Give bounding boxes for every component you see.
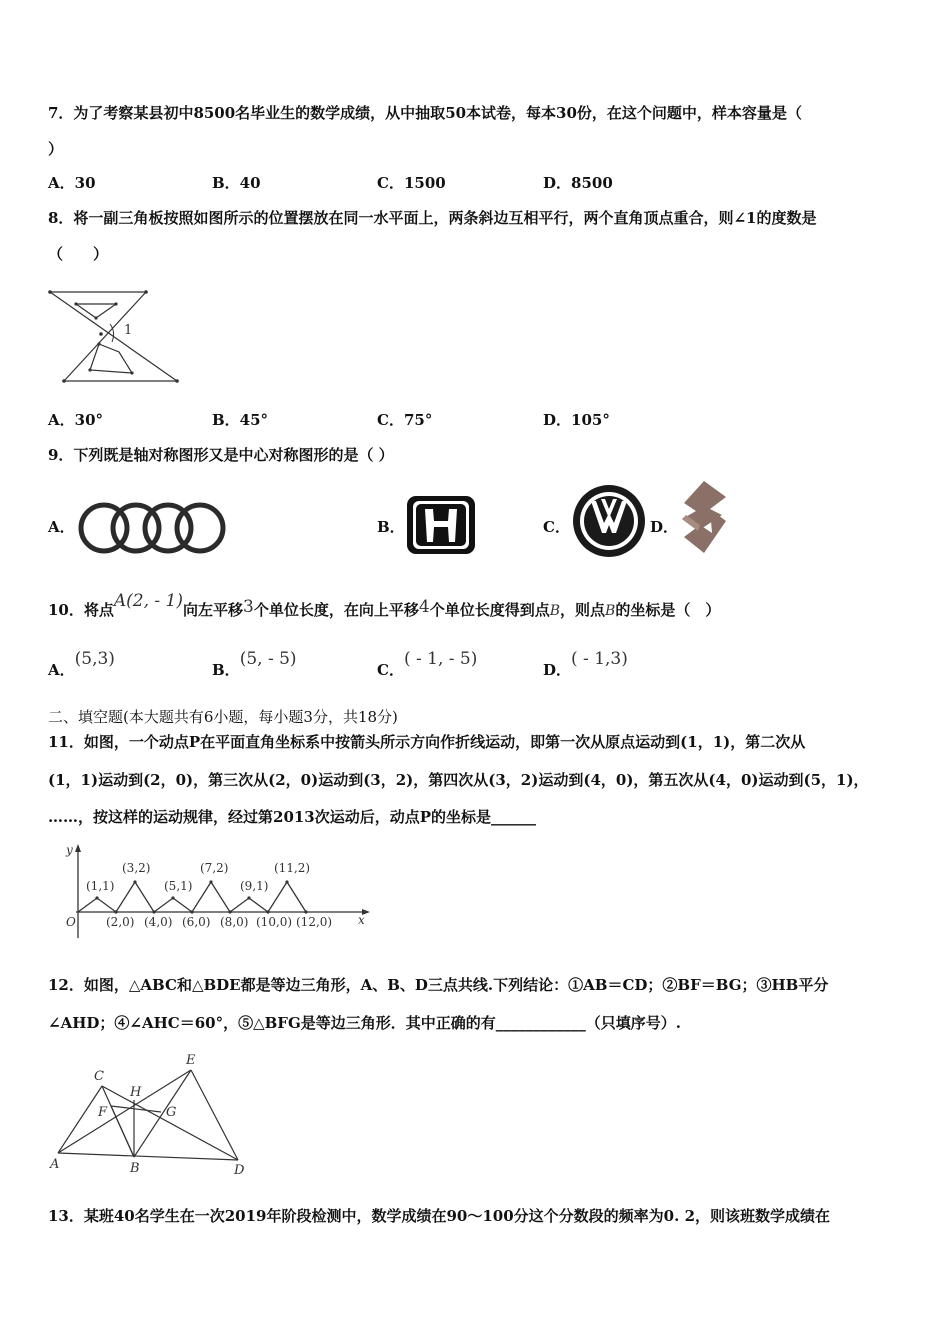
graph-zero-label: (12,0): [296, 915, 333, 929]
q8-option-c: C．75°: [377, 411, 433, 429]
q8-option-d: D．105°: [543, 411, 610, 429]
graph-zero-label: (10,0): [256, 915, 293, 929]
q10-line: [48, 591, 721, 621]
graph-x-label: x: [358, 913, 365, 927]
q10-point-b-2: B: [605, 603, 616, 619]
q10-option-d-label: D．: [543, 661, 572, 679]
zigzag-path-graph: [48, 842, 378, 942]
q9-option-c: C．: [543, 518, 570, 536]
point-label: C: [94, 1069, 104, 1084]
q11-line1: 11．如图，一个动点P在平面直角坐标系中按箭头所示方向作折线运动，即第一次从原点运动到(1，1)，第二次从: [48, 733, 806, 751]
q8-option-b: B．45°: [212, 411, 269, 429]
q10-option-b-value: (5, - 5): [239, 649, 297, 669]
point-label: B: [130, 1161, 140, 1176]
q9-option-a: A．: [48, 518, 75, 536]
q10-mid1: 向左平移: [183, 601, 244, 619]
angle-1-label: 1: [124, 323, 133, 338]
graph-zero-label: (8,0): [220, 915, 249, 929]
graph-peak-label: (9,1): [240, 879, 269, 893]
q10-suffix: 的坐标是（ ）: [615, 601, 721, 619]
graph-peak-label: (7,2): [200, 861, 229, 875]
q10-mid4: ，则点: [560, 601, 606, 619]
point-label: A: [50, 1157, 60, 1172]
point-label: G: [166, 1105, 177, 1120]
point-label: E: [186, 1053, 196, 1068]
suzuki-logo: [678, 479, 730, 555]
q10-n1: 3: [243, 597, 254, 617]
q10-option-a: [48, 649, 115, 680]
graph-origin-label: O: [66, 915, 76, 929]
graph-peak-label: (11,2): [274, 861, 311, 875]
q7-option-c: C．1500: [377, 174, 446, 192]
q9-option-d: D．: [650, 518, 679, 536]
q9-option-b: B．: [377, 518, 405, 536]
point-label: H: [130, 1085, 142, 1100]
section-2-heading: 二、填空题(本大题共有6小题，每小题3分，共18分): [48, 708, 398, 726]
q10-option-c-value: ( - 1, - 5): [403, 649, 478, 669]
graph-zero-label: (4,0): [144, 915, 173, 929]
q10-mid2: 个单位长度，在向上平移: [253, 601, 419, 619]
q10-option-d-value: ( - 1,3): [571, 649, 628, 669]
honda-logo: [405, 494, 477, 556]
q7-option-a: A．30: [48, 174, 96, 192]
graph-zero-label: (6,0): [182, 915, 211, 929]
q9-line1: 9．下列既是轴对称图形又是中心对称图形的是（ ）: [48, 446, 394, 464]
q10-option-a-label: A．: [48, 661, 75, 679]
q10-prefix: 10．将点: [48, 601, 114, 619]
q8-option-a: A．30°: [48, 411, 104, 429]
q10-option-a-value: (5,3): [74, 649, 115, 669]
q11-line2: (1，1)运动到(2，0)，第三次从(2，0)运动到(3，2)，第四次从(3，2)运动到(4，0)，第五次从(4，0)运动到(5，1)，: [48, 771, 869, 789]
q10-option-c-label: C．: [377, 661, 404, 679]
q10-option-c: [377, 649, 478, 680]
q10-mid3: 个单位长度得到点: [429, 601, 550, 619]
q10-option-b: [212, 649, 297, 680]
graph-peak-label: (5,1): [164, 879, 193, 893]
q10-point-a: A(2, - 1): [113, 591, 184, 611]
q13-line1: 13．某班40名学生在一次2019年阶段检测中，数学成绩在90～100分这个分数段的频率为0. 2，则该班数学成绩在: [48, 1207, 831, 1225]
q7-option-d: D．8500: [543, 174, 613, 192]
vw-logo: [571, 483, 647, 559]
q7-line1: 7．为了考察某县初中8500名毕业生的数学成绩，从中抽取50本试卷，每本30份，在这个问题中，样本容量是（: [48, 104, 802, 122]
q7-option-b: B．40: [212, 174, 261, 192]
point-label: F: [98, 1105, 108, 1120]
graph-y-label: y: [66, 843, 73, 857]
q10-option-d: [543, 649, 628, 680]
point-label: D: [234, 1163, 245, 1178]
q10-option-b-label: B．: [212, 661, 240, 679]
graph-peak-label: (1,1): [86, 879, 115, 893]
q10-point-b: B: [549, 603, 561, 619]
q11-line3: ……，按这样的运动规律，经过第2013次运动后，动点P的坐标是______: [48, 808, 537, 826]
q12-line1: 12．如图，△ABC和△BDE都是等边三角形，A、B、D三点共线.下列结论：①AB＝CD；②BF＝BG；③HB平分: [48, 976, 829, 994]
q8-line1: 8．将一副三角板按照如图所示的位置摆放在同一水平面上，两条斜边互相平行，两个直角顶点重合，则∠1的度数是: [48, 209, 817, 227]
triangle-set-figure: [44, 286, 184, 388]
q8-line2: （ ）: [48, 245, 109, 263]
graph-zero-label: (2,0): [106, 915, 135, 929]
graph-peak-label: (3,2): [122, 861, 151, 875]
triangles-figure: [48, 1050, 258, 1180]
q10-n2: 4: [418, 597, 430, 617]
q7-line2: ）: [48, 140, 64, 158]
q12-line2: ∠AHD；④∠AHC＝60°，⑤△BFG是等边三角形．其中正确的有____________（只填序号）.: [48, 1014, 681, 1032]
audi-rings-logo: [74, 500, 230, 556]
